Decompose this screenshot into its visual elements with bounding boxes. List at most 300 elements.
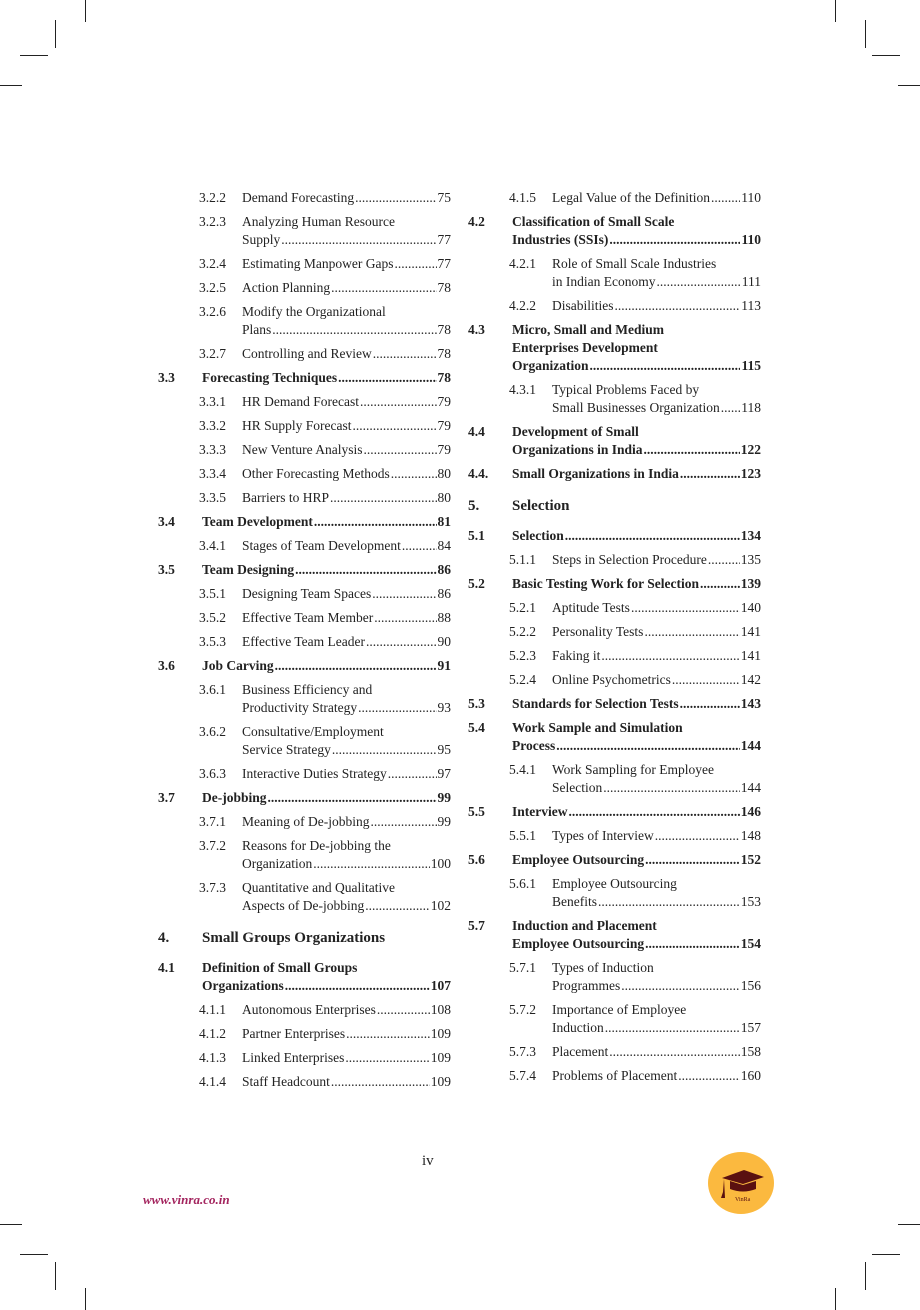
toc-entry[interactable] [158,213,451,249]
entry-number: 5.5.1 [509,828,536,843]
entry-text: HR Demand Forecast [242,394,359,409]
entry-line [512,321,761,339]
entry-page: 102 [430,898,451,913]
entry-line [202,959,451,977]
entry-title [552,647,761,665]
entry-page: 90 [437,634,451,649]
entry-line [242,1025,451,1043]
crop-mark [872,1254,900,1255]
entry-number: 5. [468,498,480,514]
entry-line [202,513,451,531]
entry-number: 3.4 [158,514,175,529]
entry-text: Small Organizations in India [512,466,679,481]
graduation-cap-icon [708,1152,774,1214]
entry-title [242,1049,451,1067]
entry-title [552,875,761,911]
entry-number: 5.3 [468,696,485,711]
entry-line [552,551,761,569]
toc-entry[interactable] [158,279,451,297]
toc-entry[interactable] [158,393,451,411]
toc-entry[interactable] [158,609,451,627]
entry-number: 4.1.2 [199,1026,226,1041]
entry-title [512,575,761,593]
entry-page: 75 [437,190,451,205]
toc-entry[interactable] [158,537,451,555]
entry-line [552,875,761,893]
toc-entry[interactable] [468,851,761,869]
dot-leader [364,441,437,459]
toc-entry[interactable] [468,1043,761,1061]
dot-leader [268,789,437,807]
entry-number: 3.7 [158,790,175,805]
toc-entry[interactable] [158,1073,451,1091]
toc-entry[interactable] [158,813,451,831]
crop-mark [20,1254,48,1255]
toc-entry[interactable] [158,189,451,207]
toc-entry[interactable] [158,1049,451,1067]
toc-entry[interactable] [468,917,761,953]
entry-title [242,681,451,717]
entry-text: Designing Team Spaces [242,586,372,601]
entry-page: 79 [437,418,451,433]
entry-title [242,417,451,435]
logo [708,1152,774,1214]
entry-text: Supply [242,232,281,247]
entry-number: 3.3.3 [199,442,226,457]
entry-page: 140 [740,600,761,615]
toc-entry[interactable] [468,761,761,797]
crop-mark [0,85,22,86]
toc-entry[interactable] [158,303,451,339]
entry-title [242,1001,451,1019]
toc-entry[interactable] [468,551,761,569]
entry-line [512,917,761,935]
entry-text: Employee Outsourcing [552,876,677,891]
entry-text: New Venture Analysis [242,442,363,457]
crop-mark [835,0,836,22]
entry-text: Basic Testing Work for Selection [512,576,700,591]
toc-entry[interactable] [158,345,451,363]
entry-text: Micro, Small and Medium [512,322,665,337]
entry-number: 4.3 [468,322,485,337]
entry-number: 4.1.4 [199,1074,226,1089]
crop-mark [85,0,86,22]
entry-page: 153 [740,894,761,909]
entry-number: 5.7.1 [509,960,536,975]
entry-text: Selection [552,780,603,795]
entry-text: Online Psychometrics [552,672,671,687]
dot-leader [644,623,739,641]
entry-text: Enterprises Development [512,340,658,355]
entry-number: 4. [158,930,170,946]
entry-line [512,719,761,737]
entry-number: 5.7.4 [509,1068,536,1083]
entry-page: 93 [437,700,451,715]
entry-title [242,303,451,339]
entry-text: Forecasting Techniques [202,370,338,385]
entry-text: Quantitative and Qualitative [242,880,395,895]
entry-text: Classification of Small Scale [512,214,675,229]
entry-title [512,527,761,545]
entry-line [512,441,761,459]
dot-leader [568,803,739,821]
entry-text: Other Forecasting Methods [242,466,390,481]
entry-title [552,189,761,207]
entry-text: Employee Outsourcing [512,936,645,951]
entry-number: 5.1 [468,528,485,543]
toc-entry[interactable] [468,213,761,249]
entry-title [552,671,761,689]
crop-mark [55,20,56,48]
entry-page: 157 [740,1020,761,1035]
entry-number: 4.1 [158,960,175,975]
entry-line [552,977,761,995]
toc-entry[interactable] [468,695,761,713]
entry-text: Staff Headcount [242,1074,330,1089]
entry-title [242,723,451,759]
toc-entry[interactable] [158,657,451,675]
website-link[interactable]: www.vinra.co.in [143,1192,230,1207]
entry-line [512,527,761,545]
toc-entry[interactable] [468,827,761,845]
entry-page: 141 [740,648,761,663]
entry-text: Steps in Selection Procedure [552,552,707,567]
entry-title [242,465,451,483]
entry-title [512,851,761,869]
entry-text: Small Groups Organizations [202,930,386,946]
dot-leader [644,441,740,459]
chapter-heading[interactable] [158,929,451,947]
entry-page: 88 [437,610,451,625]
entry-number: 4.3.1 [509,382,536,397]
entry-page: 158 [740,1044,761,1059]
entry-page: 111 [741,274,761,289]
toc-entry[interactable] [468,297,761,315]
entry-title [242,813,451,831]
dot-leader [345,1049,429,1067]
entry-number: 5.7.3 [509,1044,536,1059]
toc-entry[interactable] [158,417,451,435]
entry-line [552,273,761,291]
entry-number: 4.1.1 [199,1002,226,1017]
dot-leader [358,699,436,717]
toc-entry[interactable] [468,803,761,821]
entry-page: 109 [430,1026,451,1041]
entry-title [242,189,451,207]
dot-leader [680,465,740,483]
entry-title [552,761,761,797]
entry-line [552,647,761,665]
entry-number: 3.5.2 [199,610,226,625]
dot-leader [645,935,740,953]
entry-title [552,551,761,569]
toc-column-left [158,189,451,1097]
entry-page: 86 [437,562,451,577]
entry-page: 115 [741,358,761,373]
entry-line [512,231,761,249]
dot-leader [391,465,437,483]
entry-title [242,213,451,249]
entry-text: Industries (SSIs) [512,232,609,247]
entry-page: 143 [740,696,761,711]
entry-title [552,1043,761,1061]
dot-leader [285,977,430,995]
entry-page: 135 [740,552,761,567]
entry-page: 79 [437,442,451,457]
entry-title [512,803,761,821]
entry-title [242,1073,451,1091]
entry-line [552,1001,761,1019]
entry-line [552,1019,761,1037]
entry-text: Autonomous Enterprises [242,1002,376,1017]
entry-number: 5.2 [468,576,485,591]
toc-entry[interactable] [158,369,451,387]
page-number: iv [422,1153,434,1169]
entry-title [552,297,761,315]
entry-text: Aspects of De-jobbing [242,898,365,913]
toc-entry[interactable] [158,561,451,579]
entry-page: 95 [437,742,451,757]
toc-entry[interactable] [158,633,451,651]
entry-page: 107 [430,978,451,993]
entry-title [552,255,761,291]
toc-entry[interactable] [468,423,761,459]
entry-title [242,393,451,411]
entry-page: 77 [437,232,451,247]
dot-leader [609,231,740,249]
entry-line [242,897,451,915]
toc-entry[interactable] [468,719,761,755]
dot-leader [721,399,741,417]
svg-text:VinRa: VinRa [735,1197,751,1203]
entry-title [552,599,761,617]
entry-title [512,213,761,249]
entry-title [242,1025,451,1043]
dot-leader [331,1073,430,1091]
entry-line [242,879,451,897]
entry-title [552,381,761,417]
entry-title [202,369,451,387]
entry-title [242,879,451,915]
toc-entry[interactable] [468,1001,761,1037]
dot-leader [655,827,740,845]
entry-page: 134 [740,528,761,543]
entry-number: 3.5.1 [199,586,226,601]
entry-line [242,1001,451,1019]
dot-leader [711,189,740,207]
entry-text: Importance of Employee [552,1002,687,1017]
entry-page: 142 [740,672,761,687]
dot-leader [314,513,437,531]
entry-text: Team Designing [202,562,295,577]
dot-leader [330,489,437,507]
entry-page: 78 [437,370,451,385]
entry-title [552,827,761,845]
crop-mark [835,1288,836,1310]
toc-entry[interactable] [158,585,451,603]
entry-number: 5.4 [468,720,485,735]
entry-number: 3.7.2 [199,838,226,853]
entry-number: 4.2.1 [509,256,536,271]
entry-title [202,513,451,531]
toc-entry[interactable] [468,575,761,593]
entry-title [552,623,761,641]
entry-page: 99 [437,790,451,805]
entry-page: 91 [437,658,451,673]
dot-leader [565,527,740,545]
entry-text: Employee Outsourcing [512,852,645,867]
entry-line [512,423,761,441]
entry-line [242,255,451,273]
entry-number: 3.2.6 [199,304,226,319]
entry-text: Team Development [202,514,313,529]
entry-number: 3.3 [158,370,175,385]
entry-line [552,297,761,315]
entry-line [242,231,451,249]
entry-text: Work Sample and Simulation [512,720,683,735]
entry-page: 139 [740,576,761,591]
entry-page: 84 [437,538,451,553]
toc-entry[interactable] [468,623,761,641]
toc-entry[interactable] [468,599,761,617]
toc-entry[interactable] [468,465,761,483]
entry-line [552,893,761,911]
entry-line [242,279,451,297]
toc-entry[interactable] [468,527,761,545]
entry-text: Legal Value of the Definition [552,190,710,205]
entry-title [202,929,451,947]
entry-page: 148 [740,828,761,843]
entry-page: 113 [741,298,761,313]
entry-line [202,977,451,995]
dot-leader [556,737,740,755]
entry-line [242,345,451,363]
toc-entry[interactable] [158,959,451,995]
toc-entry[interactable] [158,255,451,273]
toc-entry[interactable] [468,1067,761,1085]
toc-entry[interactable] [158,441,451,459]
entry-title [242,585,451,603]
entry-number: 5.7.2 [509,1002,536,1017]
dot-leader [373,345,437,363]
entry-number: 3.5.3 [199,634,226,649]
entry-title [242,441,451,459]
toc-entry[interactable] [468,255,761,291]
entry-line [242,633,451,651]
entry-text: Effective Team Member [242,610,374,625]
entry-page: 160 [740,1068,761,1083]
entry-page: 81 [437,514,451,529]
entry-line [512,357,761,375]
dot-leader [275,657,437,675]
entry-page: 144 [740,738,761,753]
dot-leader [331,279,436,297]
entry-line [242,537,451,555]
dot-leader [366,633,437,651]
entry-line [202,369,451,387]
toc-entry[interactable] [468,321,761,375]
toc-entry[interactable] [158,789,451,807]
entry-line [242,321,451,339]
entry-line [512,803,761,821]
dot-leader [601,647,739,665]
entry-title [202,959,451,995]
entry-text: Placement [552,1044,609,1059]
entry-number: 3.7.1 [199,814,226,829]
toc-entry[interactable] [158,513,451,531]
dot-leader [355,189,436,207]
toc-entry[interactable] [468,381,761,417]
dot-leader [281,231,436,249]
chapter-heading[interactable] [468,497,761,515]
toc-entry[interactable] [158,837,451,873]
entry-line [512,851,761,869]
dot-leader [272,321,436,339]
entry-page: 118 [741,400,761,415]
entry-text: Types of Induction [552,960,654,975]
toc-entry[interactable] [158,465,451,483]
entry-text: Personality Tests [552,624,644,639]
entry-title [242,345,451,363]
entry-text: Meaning of De-jobbing [242,814,370,829]
entry-page: 80 [437,490,451,505]
entry-page: 110 [741,232,761,247]
entry-title [512,917,761,953]
entry-page: 122 [740,442,761,457]
entry-text: Job Carving [202,658,274,673]
toc-entry[interactable] [158,879,451,915]
entry-number: 3.2.5 [199,280,226,295]
toc-entry[interactable] [468,959,761,995]
entry-line [512,339,761,357]
entry-line [552,599,761,617]
entry-text: Plans [242,322,272,337]
entry-line [202,789,451,807]
toc-entry[interactable] [158,489,451,507]
entry-text: Interview [512,804,568,819]
toc-entry[interactable] [158,723,451,759]
entry-text: Organizations [202,978,284,993]
entry-page: 108 [430,1002,451,1017]
entry-title [242,489,451,507]
entry-text: Aptitude Tests [552,600,630,615]
dot-leader [645,851,740,869]
toc-entry[interactable] [158,765,451,783]
entry-number: 3.6 [158,658,175,673]
entry-text: Development of Small [512,424,639,439]
toc-entry[interactable] [158,1001,451,1019]
entry-number: 5.1.1 [509,552,536,567]
entry-page: 79 [437,394,451,409]
entry-number: 3.2.2 [199,190,226,205]
entry-number: 3.2.3 [199,214,226,229]
entry-text: Service Strategy [242,742,331,757]
toc-entry[interactable] [158,1025,451,1043]
toc-entry[interactable] [158,681,451,717]
toc-entry[interactable] [468,647,761,665]
entry-text: Business Efficiency and [242,682,373,697]
entry-number: 4.2.2 [509,298,536,313]
entry-text: Stages of Team Development [242,538,401,553]
entry-page: 78 [437,346,451,361]
entry-number: 5.6.1 [509,876,536,891]
toc-entry[interactable] [468,671,761,689]
toc-entry[interactable] [468,189,761,207]
entry-line [552,399,761,417]
dot-leader [708,551,740,569]
entry-line [242,489,451,507]
toc-entry[interactable] [468,875,761,911]
